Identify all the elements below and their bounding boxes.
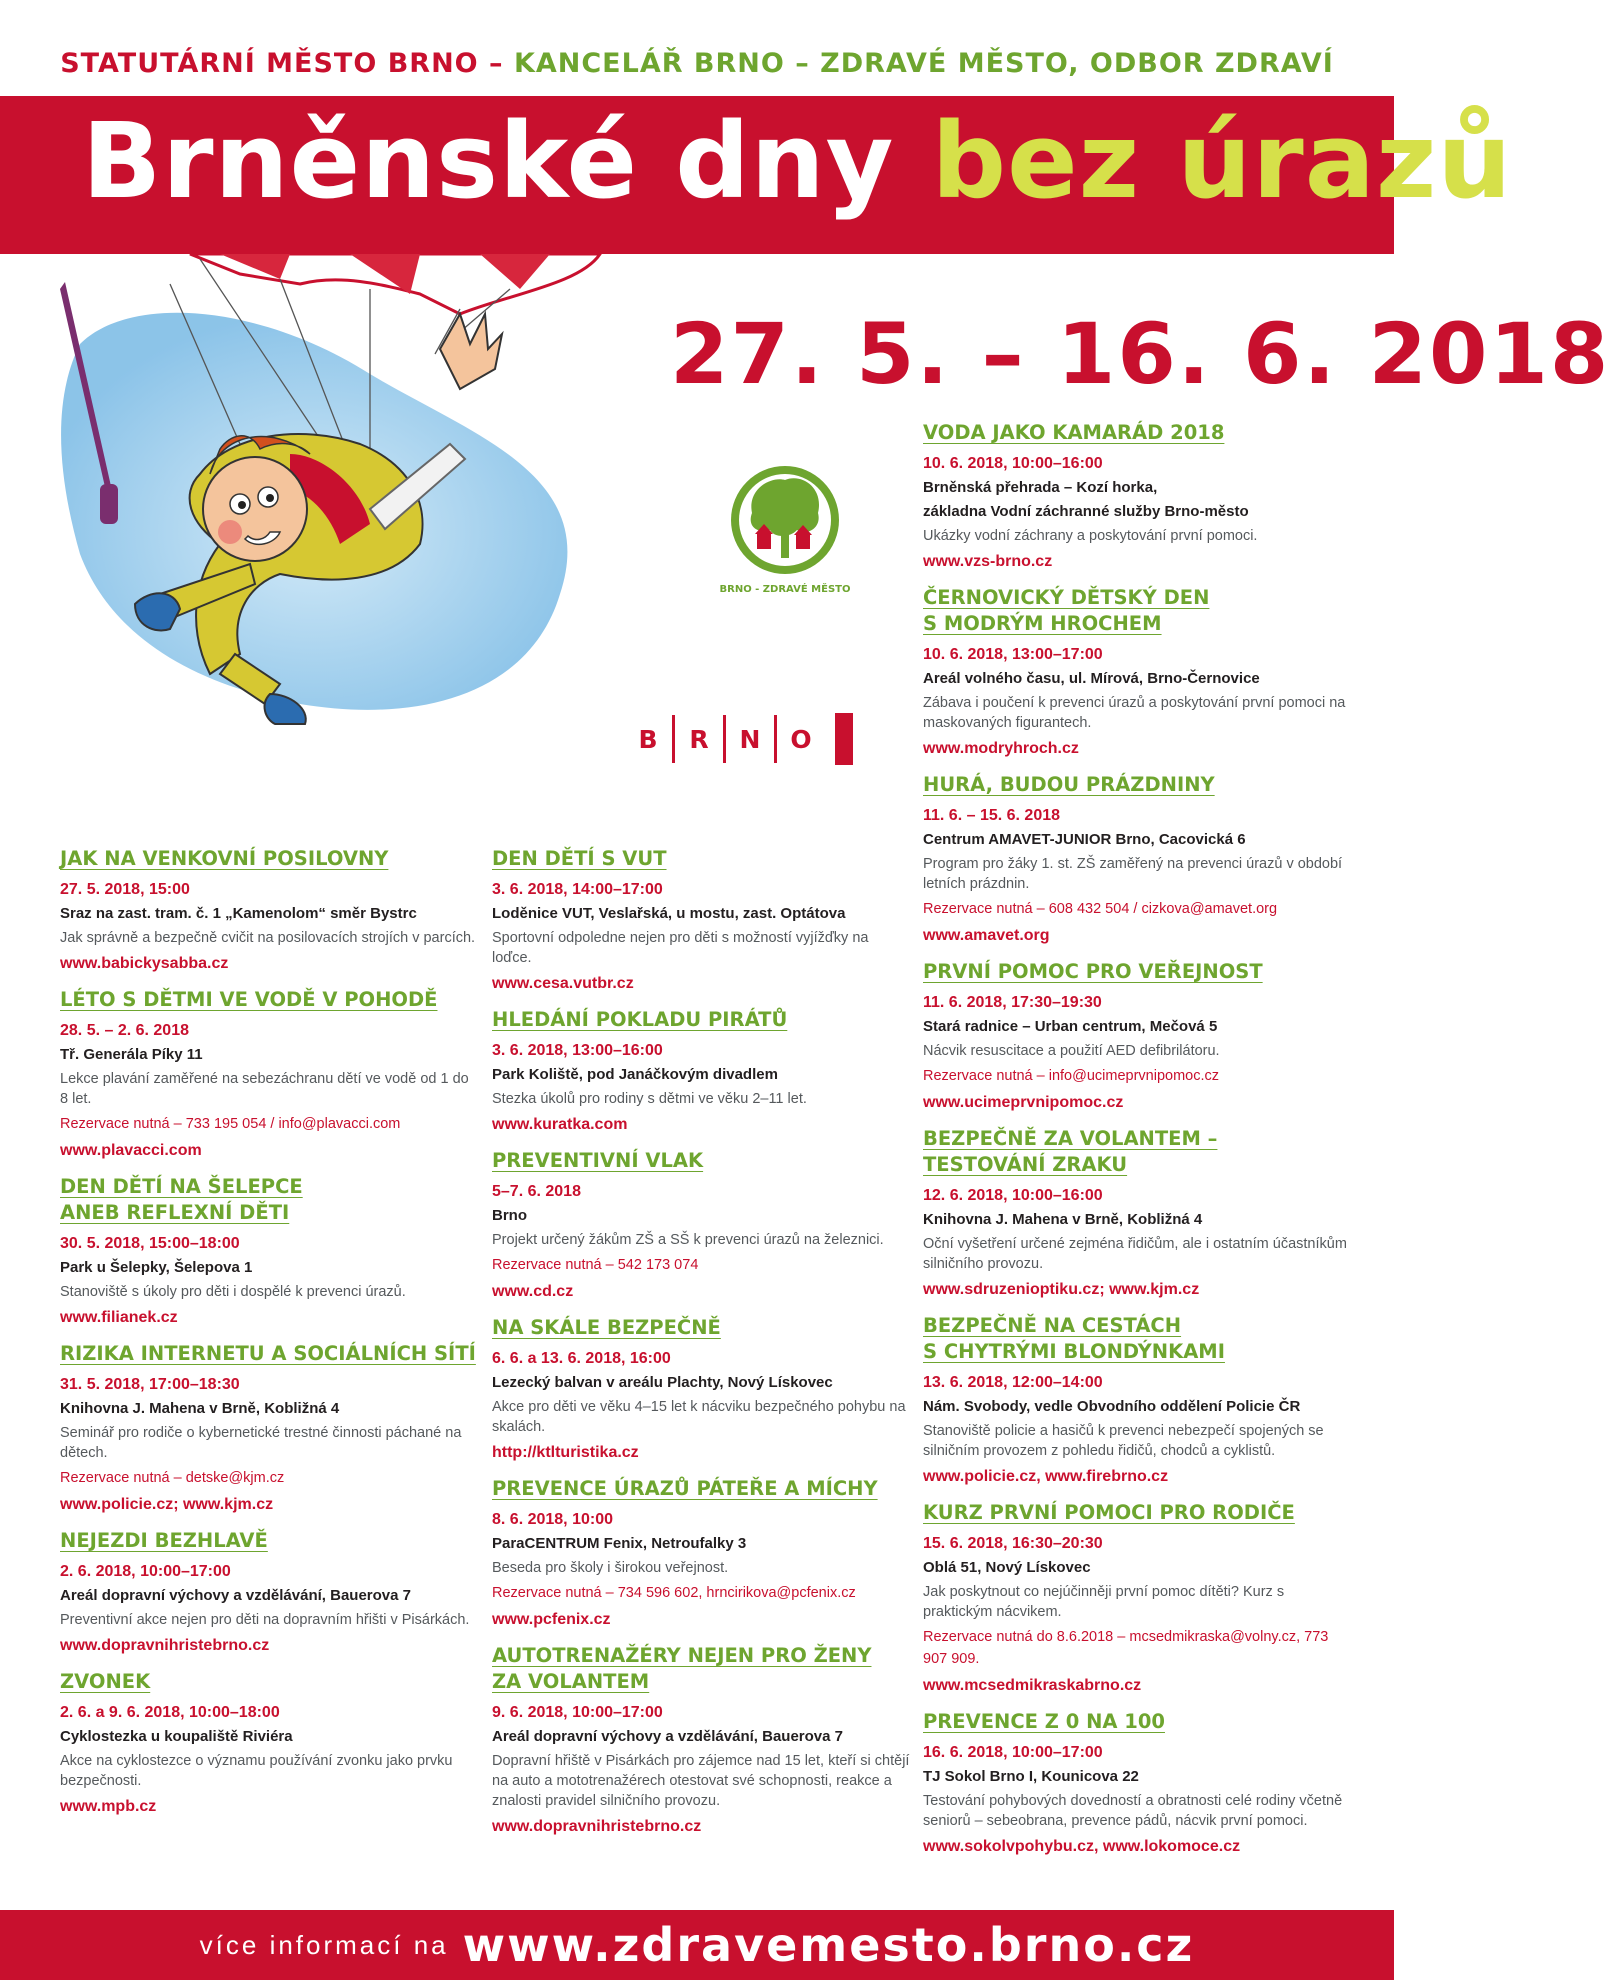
event-title: BEZPEČNĚ ZA VOLANTEM – bbox=[923, 1127, 1218, 1150]
events-column-1 bbox=[60, 846, 480, 1830]
event-website-link[interactable]: www.kuratka.com bbox=[492, 1116, 628, 1133]
event-block bbox=[923, 959, 1353, 1116]
event-title: NEJEZDI BEZHLAVĚ bbox=[60, 1529, 268, 1552]
event-date: 10. 6. 2018, 10:00–16:00 bbox=[923, 455, 1103, 472]
event-block bbox=[492, 1148, 912, 1305]
event-block bbox=[492, 1007, 912, 1138]
event-title-line2: S MODRÝM HROCHEM bbox=[923, 612, 1162, 635]
event-date: 9. 6. 2018, 10:00–17:00 bbox=[492, 1704, 663, 1721]
event-description: Stanoviště s úkoly pro děti i dospělé k prevenci úrazů. bbox=[60, 1284, 406, 1300]
event-description: Seminář pro rodiče o kybernetické trestné činnosti páchané na dětech. bbox=[60, 1425, 462, 1461]
event-website-link[interactable]: www.ucimeprvnipomoc.cz bbox=[923, 1094, 1124, 1111]
event-title: BEZPEČNĚ NA CESTÁCH bbox=[923, 1314, 1182, 1337]
event-title: PREVENTIVNÍ VLAK bbox=[492, 1149, 704, 1172]
event-block bbox=[923, 1126, 1353, 1303]
event-place: Oblá 51, Nový Lískovec bbox=[923, 1559, 1091, 1576]
event-block bbox=[60, 1669, 480, 1820]
event-title-line2: ANEB REFLEXNÍ DĚTI bbox=[60, 1201, 290, 1224]
event-website-link[interactable]: www.cesa.vutbr.cz bbox=[492, 975, 634, 992]
event-description: Testování pohybových dovedností a obratnosti celé rodiny včetně seniorů – sebeobrana, prevence pádů, nácvik první pomoci. bbox=[923, 1793, 1343, 1829]
title-accent: bez úrazů bbox=[931, 100, 1513, 222]
event-description: Akce pro děti ve věku 4–15 let k nácviku bezpečného pohybu na skalách. bbox=[492, 1399, 906, 1435]
event-place: Sraz na zast. tram. č. 1 „Kamenolom“ směr Bystrc bbox=[60, 905, 417, 922]
date-range: 27. 5. – 16. 6. 2018 bbox=[670, 305, 1610, 403]
event-date: 30. 5. 2018, 15:00–18:00 bbox=[60, 1235, 240, 1252]
svg-text:BRNO - ZDRAVÉ MĚSTO: BRNO - ZDRAVÉ MĚSTO bbox=[719, 584, 851, 595]
event-title-line2: TESTOVÁNÍ ZRAKU bbox=[923, 1153, 1128, 1176]
event-website-link[interactable]: www.vzs-brno.cz bbox=[923, 553, 1053, 570]
event-place: Knihovna J. Mahena v Brně, Kobližná 4 bbox=[60, 1400, 340, 1417]
event-title: NA SKÁLE BEZPEČNĚ bbox=[492, 1316, 721, 1339]
event-place: Loděnice VUT, Veslařská, u mostu, zast. Optátova bbox=[492, 905, 846, 922]
event-website-link[interactable]: www.babickysabba.cz bbox=[60, 955, 229, 972]
event-place: TJ Sokol Brno I, Kounicova 22 bbox=[923, 1768, 1139, 1785]
brno-letter: N bbox=[739, 724, 761, 754]
event-block bbox=[923, 585, 1353, 762]
event-block bbox=[60, 1341, 480, 1518]
event-website-link[interactable]: www.sokolvpohybu.cz, www.lokomoce.cz bbox=[923, 1838, 1241, 1855]
events-column-3 bbox=[923, 420, 1353, 1870]
event-reservation: Rezervace nutná – info@ucimeprvnipomoc.cz bbox=[923, 1068, 1219, 1084]
event-date: 12. 6. 2018, 10:00–16:00 bbox=[923, 1187, 1103, 1204]
event-title: JAK NA VENKOVNÍ POSILOVNY bbox=[60, 847, 389, 870]
event-title: DEN DĚTÍ NA ŠELEPCE bbox=[60, 1175, 303, 1198]
event-date: 8. 6. 2018, 10:00 bbox=[492, 1511, 613, 1528]
event-place: Park Koliště, pod Janáčkovým divadlem bbox=[492, 1066, 778, 1083]
event-date: 3. 6. 2018, 14:00–17:00 bbox=[492, 881, 663, 898]
event-website-link[interactable]: www.policie.cz; www.kjm.cz bbox=[60, 1496, 274, 1513]
event-place: Centrum AMAVET-JUNIOR Brno, Cacovická 6 bbox=[923, 831, 1246, 848]
event-block bbox=[923, 420, 1353, 575]
event-reservation: Rezervace nutná – 542 173 074 bbox=[492, 1257, 699, 1273]
event-website-link[interactable]: www.policie.cz, www.firebrno.cz bbox=[923, 1468, 1169, 1485]
event-description: Program pro žáky 1. st. ZŠ zaměřený na prevenci úrazů v období letních prázdnin. bbox=[923, 856, 1343, 892]
event-title: ČERNOVICKÝ DĚTSKÝ DEN bbox=[923, 586, 1210, 609]
event-place: ParaCENTRUM Fenix, Netroufalky 3 bbox=[492, 1535, 747, 1552]
brno-letter: O bbox=[790, 724, 812, 754]
event-description: Dopravní hřiště v Pisárkách pro zájemce nad 15 let, kteří si chtějí na auto a mototrenažérech otestovat své schopnosti, reakce a znalosti pravidel silničního provozu. bbox=[492, 1753, 910, 1809]
event-block bbox=[60, 1174, 480, 1331]
event-block bbox=[923, 1709, 1353, 1860]
event-website-link[interactable]: www.sdruzenioptiku.cz; www.kjm.cz bbox=[923, 1281, 1200, 1298]
organization-city: STATUTÁRNÍ MĚSTO BRNO – bbox=[60, 48, 514, 79]
event-website-link[interactable]: www.amavet.org bbox=[923, 927, 1050, 944]
event-place: Nám. Svobody, vedle Obvodního oddělení Policie ČR bbox=[923, 1398, 1301, 1415]
event-website-link[interactable]: www.dopravnihristebrno.cz bbox=[60, 1637, 270, 1654]
event-title: VODA JAKO KAMARÁD 2018 bbox=[923, 421, 1225, 444]
event-place: Brněnská přehrada – Kozí horka, bbox=[923, 479, 1158, 496]
event-block bbox=[923, 1500, 1353, 1699]
event-block bbox=[492, 1476, 912, 1633]
event-description: Stezka úkolů pro rodiny s dětmi ve věku 2–11 let. bbox=[492, 1091, 807, 1107]
event-description: Sportovní odpoledne nejen pro děti s možností vyjížďky na loďce. bbox=[492, 930, 869, 966]
event-place: Lezecký balvan v areálu Plachty, Nový Lískovec bbox=[492, 1374, 833, 1391]
event-place-line2: základna Vodní záchranné služby Brno-město bbox=[923, 503, 1249, 520]
brno-letter: B bbox=[638, 724, 658, 754]
event-description: Stanoviště policie a hasičů k prevenci nebezpečí spojených se silničním provozem z pohledu řidičů, chodců a cyklistů. bbox=[923, 1423, 1324, 1459]
event-title: PRVNÍ POMOC PRO VEŘEJNOST bbox=[923, 960, 1263, 983]
event-title: PREVENCE Z 0 NA 100 bbox=[923, 1710, 1165, 1733]
footer-banner bbox=[0, 1910, 1394, 1980]
event-description: Jak poskytnout co nejúčinněji první pomoc dítěti? Kurz s praktickým nácvikem. bbox=[923, 1584, 1285, 1620]
parachute-boy-illustration bbox=[40, 254, 630, 794]
event-title-line2: S CHYTRÝMI BLONDÝNKAMI bbox=[923, 1340, 1225, 1363]
event-place: Areál dopravní výchovy a vzdělávání, Bauerova 7 bbox=[492, 1728, 843, 1745]
event-block bbox=[492, 846, 912, 997]
event-reservation: Rezervace nutná – detske@kjm.cz bbox=[60, 1470, 285, 1486]
event-block bbox=[60, 987, 480, 1164]
event-reservation: Rezervace nutná – 734 596 602, hrncirikova@pcfenix.cz bbox=[492, 1585, 856, 1601]
page-title bbox=[82, 100, 1512, 222]
event-website-link[interactable]: www.cd.cz bbox=[492, 1283, 574, 1300]
event-description: Lekce plavání zaměřené na sebezáchranu dětí ve vodě od 1 do 8 let. bbox=[60, 1071, 469, 1107]
event-reservation: Rezervace nutná – 733 195 054 / info@plavacci.com bbox=[60, 1116, 401, 1132]
event-title: KURZ PRVNÍ POMOCI PRO RODIČE bbox=[923, 1501, 1295, 1524]
event-reservation: Rezervace nutná – 608 432 504 / cizkova@amavet.org bbox=[923, 901, 1278, 917]
event-block bbox=[60, 1528, 480, 1659]
event-date: 15. 6. 2018, 16:30–20:30 bbox=[923, 1535, 1103, 1552]
event-date: 16. 6. 2018, 10:00–17:00 bbox=[923, 1744, 1103, 1761]
brno-letter: R bbox=[689, 724, 709, 754]
event-place: Areál dopravní výchovy a vzdělávání, Bauerova 7 bbox=[60, 1587, 411, 1604]
event-reservation: Rezervace nutná do 8.6.2018 – mcsedmikraska@volny.cz, 773 907 909. bbox=[923, 1629, 1329, 1667]
event-website-link[interactable]: www.dopravnihristebrno.cz bbox=[492, 1818, 702, 1835]
event-title: AUTOTRENAŽÉRY NEJEN PRO ŽENY bbox=[492, 1644, 872, 1667]
event-date: 11. 6. – 15. 6. 2018 bbox=[923, 807, 1061, 824]
event-block bbox=[923, 772, 1353, 949]
event-title: RIZIKA INTERNETU A SOCIÁLNÍCH SÍTÍ bbox=[60, 1342, 476, 1365]
event-website-link[interactable]: www.mpb.cz bbox=[60, 1798, 157, 1815]
brno-logo bbox=[624, 714, 853, 764]
event-description: Jak správně a bezpečně cvičit na posilovacích strojích v parcích. bbox=[60, 930, 476, 946]
event-date: 10. 6. 2018, 13:00–17:00 bbox=[923, 646, 1103, 663]
event-date: 2. 6. a 9. 6. 2018, 10:00–18:00 bbox=[60, 1704, 280, 1721]
event-description: Beseda pro školy i širokou veřejnost. bbox=[492, 1560, 729, 1576]
tree-city-logo-icon bbox=[712, 458, 858, 604]
event-description: Ukázky vodní záchrany a poskytování první pomoci. bbox=[923, 528, 1258, 544]
event-website-link[interactable]: http://ktlturistika.cz bbox=[492, 1444, 639, 1461]
event-date: 28. 5. – 2. 6. 2018 bbox=[60, 1022, 189, 1039]
event-title: PREVENCE ÚRAZŮ PÁTEŘE A MÍCHY bbox=[492, 1477, 878, 1500]
event-date: 31. 5. 2018, 17:00–18:30 bbox=[60, 1376, 240, 1393]
event-place: Park u Šelepky, Šelepova 1 bbox=[60, 1259, 253, 1276]
event-title: DEN DĚTÍ S VUT bbox=[492, 847, 667, 870]
event-date: 5–7. 6. 2018 bbox=[492, 1183, 581, 1200]
event-place: Cyklostezka u koupaliště Riviéra bbox=[60, 1728, 293, 1745]
footer-prefix: více informací na bbox=[199, 1929, 449, 1960]
organization-office: KANCELÁŘ BRNO – ZDRAVÉ MĚSTO, ODBOR ZDRAVÍ bbox=[513, 48, 1334, 79]
event-place: Stará radnice – Urban centrum, Mečová 5 bbox=[923, 1018, 1218, 1035]
title-banner bbox=[0, 96, 1513, 254]
event-date: 13. 6. 2018, 12:00–14:00 bbox=[923, 1374, 1103, 1391]
event-description: Oční vyšetření určené zejména řidičům, ale i ostatním účastníkům silničního provozu. bbox=[923, 1236, 1347, 1272]
event-place: Knihovna J. Mahena v Brně, Kobližná 4 bbox=[923, 1211, 1203, 1228]
footer-website-link[interactable]: www.zdravemesto.brno.cz bbox=[462, 1918, 1195, 1972]
event-place: Brno bbox=[492, 1207, 527, 1224]
event-title: HURÁ, BUDOU PRÁZDNINY bbox=[923, 773, 1215, 796]
event-date: 2. 6. 2018, 10:00–17:00 bbox=[60, 1563, 231, 1580]
title-main: Brněnské dny bbox=[82, 100, 932, 222]
event-block bbox=[492, 1315, 912, 1466]
event-website-link[interactable]: www.filianek.cz bbox=[60, 1309, 178, 1326]
event-website-link[interactable]: www.plavacci.com bbox=[60, 1142, 202, 1159]
events-column-2 bbox=[492, 846, 912, 1850]
event-block bbox=[60, 846, 480, 977]
event-place: Areál volného času, ul. Mírová, Brno-Černovice bbox=[923, 670, 1260, 687]
event-website-link[interactable]: www.mcsedmikraskabrno.cz bbox=[923, 1677, 1142, 1694]
event-place: Tř. Generála Píky 11 bbox=[60, 1046, 203, 1063]
event-website-link[interactable]: www.pcfenix.cz bbox=[492, 1611, 611, 1628]
event-date: 27. 5. 2018, 15:00 bbox=[60, 881, 190, 898]
event-title: HLEDÁNÍ POKLADU PIRÁTŮ bbox=[492, 1008, 788, 1031]
event-date: 3. 6. 2018, 13:00–16:00 bbox=[492, 1042, 663, 1059]
event-description: Projekt určený žákům ZŠ a SŠ k prevenci úrazů na železnici. bbox=[492, 1232, 884, 1248]
event-description: Preventivní akce nejen pro děti na dopravním hřišti v Pisárkách. bbox=[60, 1612, 470, 1628]
event-description: Zábava i poučení k prevenci úrazů a poskytování první pomoci na maskovaných figurantech. bbox=[923, 695, 1346, 731]
event-description: Nácvik resuscitace a použití AED defibrilátoru. bbox=[923, 1043, 1220, 1059]
event-title: LÉTO S DĚTMI VE VODĚ V POHODĚ bbox=[60, 988, 438, 1011]
event-website-link[interactable]: www.modryhroch.cz bbox=[923, 740, 1079, 757]
event-date: 6. 6. a 13. 6. 2018, 16:00 bbox=[492, 1350, 671, 1367]
event-block bbox=[492, 1643, 912, 1840]
event-date: 11. 6. 2018, 17:30–19:30 bbox=[923, 994, 1102, 1011]
event-block bbox=[923, 1313, 1353, 1490]
event-title-line2: ZA VOLANTEM bbox=[492, 1670, 650, 1693]
event-description: Akce na cyklostezce o významu používání zvonku jako prvku bezpečnosti. bbox=[60, 1753, 453, 1789]
event-title: ZVONEK bbox=[60, 1670, 151, 1693]
organization-line bbox=[0, 48, 1394, 78]
brno-block bbox=[835, 713, 853, 765]
